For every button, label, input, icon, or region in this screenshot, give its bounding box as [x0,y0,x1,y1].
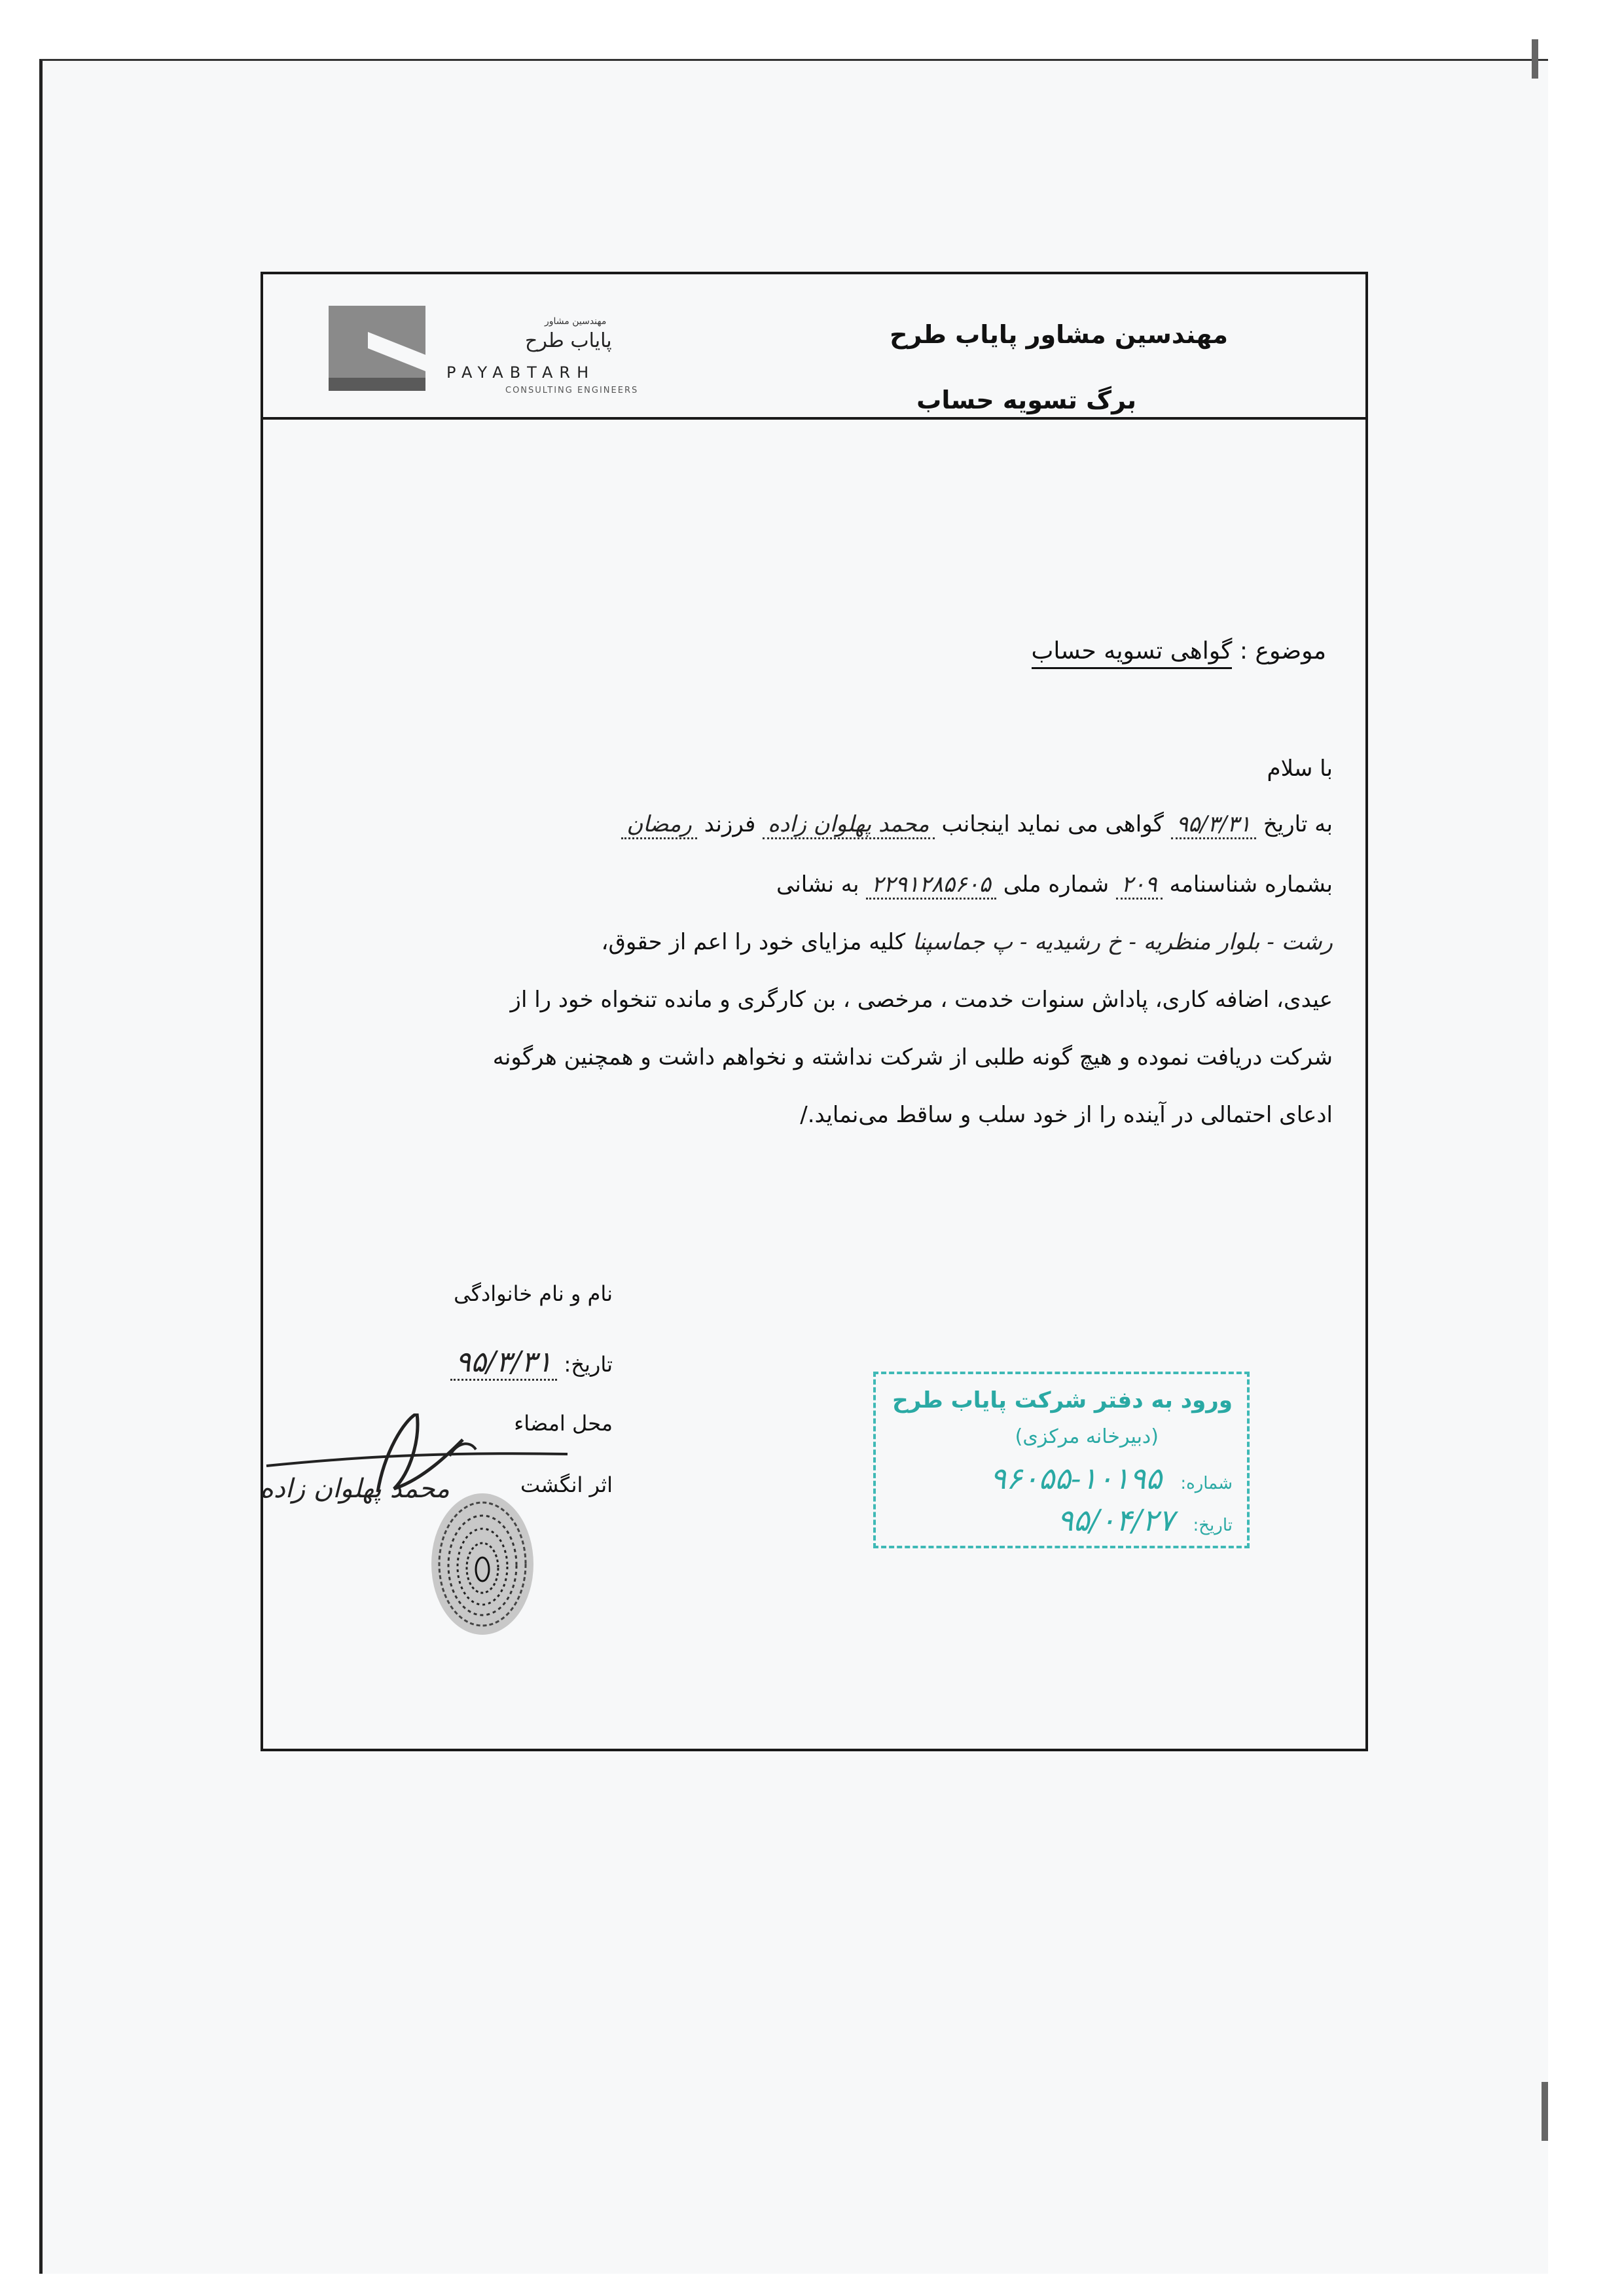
company-name: مهندسین مشاور پایاب طرح [890,320,1228,349]
body-line-5: شرکت دریافت نموده و هیچ گونه طلبی از شرکت نداشته و نخواهم داشت و همچنین هرگونه [492,1044,1333,1070]
scanned-page [39,59,1548,2274]
logo-mark-icon [329,306,425,391]
handwritten-signed-name: محمد پهلوان زاده [260,1474,450,1504]
form-title: برگ تسویه حساب [916,386,1136,414]
form-header [263,274,1365,420]
line1-prefix: به تاریخ [1263,811,1333,837]
line3-tail: کلیه مزایای خود را اعم از حقوق، [601,929,906,955]
body-line-1 [621,811,1333,837]
stamp-number-value: ۱۰۱۹۵-۹۶۰۵۵ [990,1461,1163,1496]
logo-subtitle: CONSULTING ENGINEERS [505,386,639,395]
scan-edge-mark [1532,39,1538,79]
line1-middle: گواهی می نماید اینجانب [941,811,1164,837]
name-field: محمد پهلوان زاده [763,811,934,839]
body-line-4: عیدی، اضافه کاری، پاداش سنوات خدمت ، مرخصی ، بن کارگری و مانده تنخواه خود را از [510,987,1333,1013]
stamp-title: ورود به دفتر شرکت پایاب طرح [892,1387,1233,1413]
address-field: رشت - بلوار منظریه - خ رشیدیه - پ جماسپنا [912,929,1333,955]
scan-edge-mark [1542,2082,1548,2141]
subject-line [1032,638,1326,665]
stamp-number-row [990,1461,1233,1496]
id-number-field: ۲۰۹ [1116,871,1163,900]
signature-date-label: تاریخ: [564,1352,613,1377]
stamp-number-label: شماره: [1180,1474,1233,1493]
signature-area [253,1413,594,1675]
stamp-date-value: ۹۵/۰۴/۲۷ [1056,1503,1175,1538]
fingerprint-label: اثر انگشت [520,1472,613,1497]
registry-stamp [873,1372,1250,1548]
stamp-date-label: تاریخ: [1193,1516,1233,1535]
company-logo [329,306,695,404]
national-id-field: ۲۲۹۱۲۸۵۶۰۵ [866,871,996,900]
father-name-field: رمضان [621,811,696,839]
form-frame [261,272,1368,1751]
body-line-2 [776,871,1333,898]
signature-date-value: ۹۵/۳/۳۱ [450,1345,558,1381]
line2-prefix: بشماره شناسنامه [1169,871,1333,898]
logo-small-text: مهندسین مشاور [545,316,607,327]
logo-persian-name: پایاب طرح [525,329,612,352]
signature-date-line [450,1345,613,1379]
handwritten-signature-icon [253,1413,594,1675]
subject-label: موضوع : [1239,638,1326,665]
date-field: ۹۵/۳/۳۱ [1171,811,1256,839]
stamp-date-row [1057,1503,1233,1538]
greeting: با سلام [1267,756,1333,782]
signature-place-label: محل امضاء [514,1411,613,1436]
fingerprint-icon [431,1493,533,1635]
body-line-3 [602,929,1333,955]
stamp-subtitle: (دبیرخانه مرکزی) [1015,1425,1159,1448]
line1-suffix: فرزند [704,811,756,837]
body-line-6: ادعای احتمالی در آینده را از خود سلب و ساقط می‌نماید./ [800,1102,1333,1128]
line2-suffix: به نشانی [776,871,859,898]
name-label: نام و نام خانوادگی [454,1281,613,1306]
line2-middle: شماره ملی [1003,871,1110,898]
logo-english-name: PAYABTARH [446,363,596,382]
subject-value: گواهی تسویه حساب [1032,638,1233,669]
